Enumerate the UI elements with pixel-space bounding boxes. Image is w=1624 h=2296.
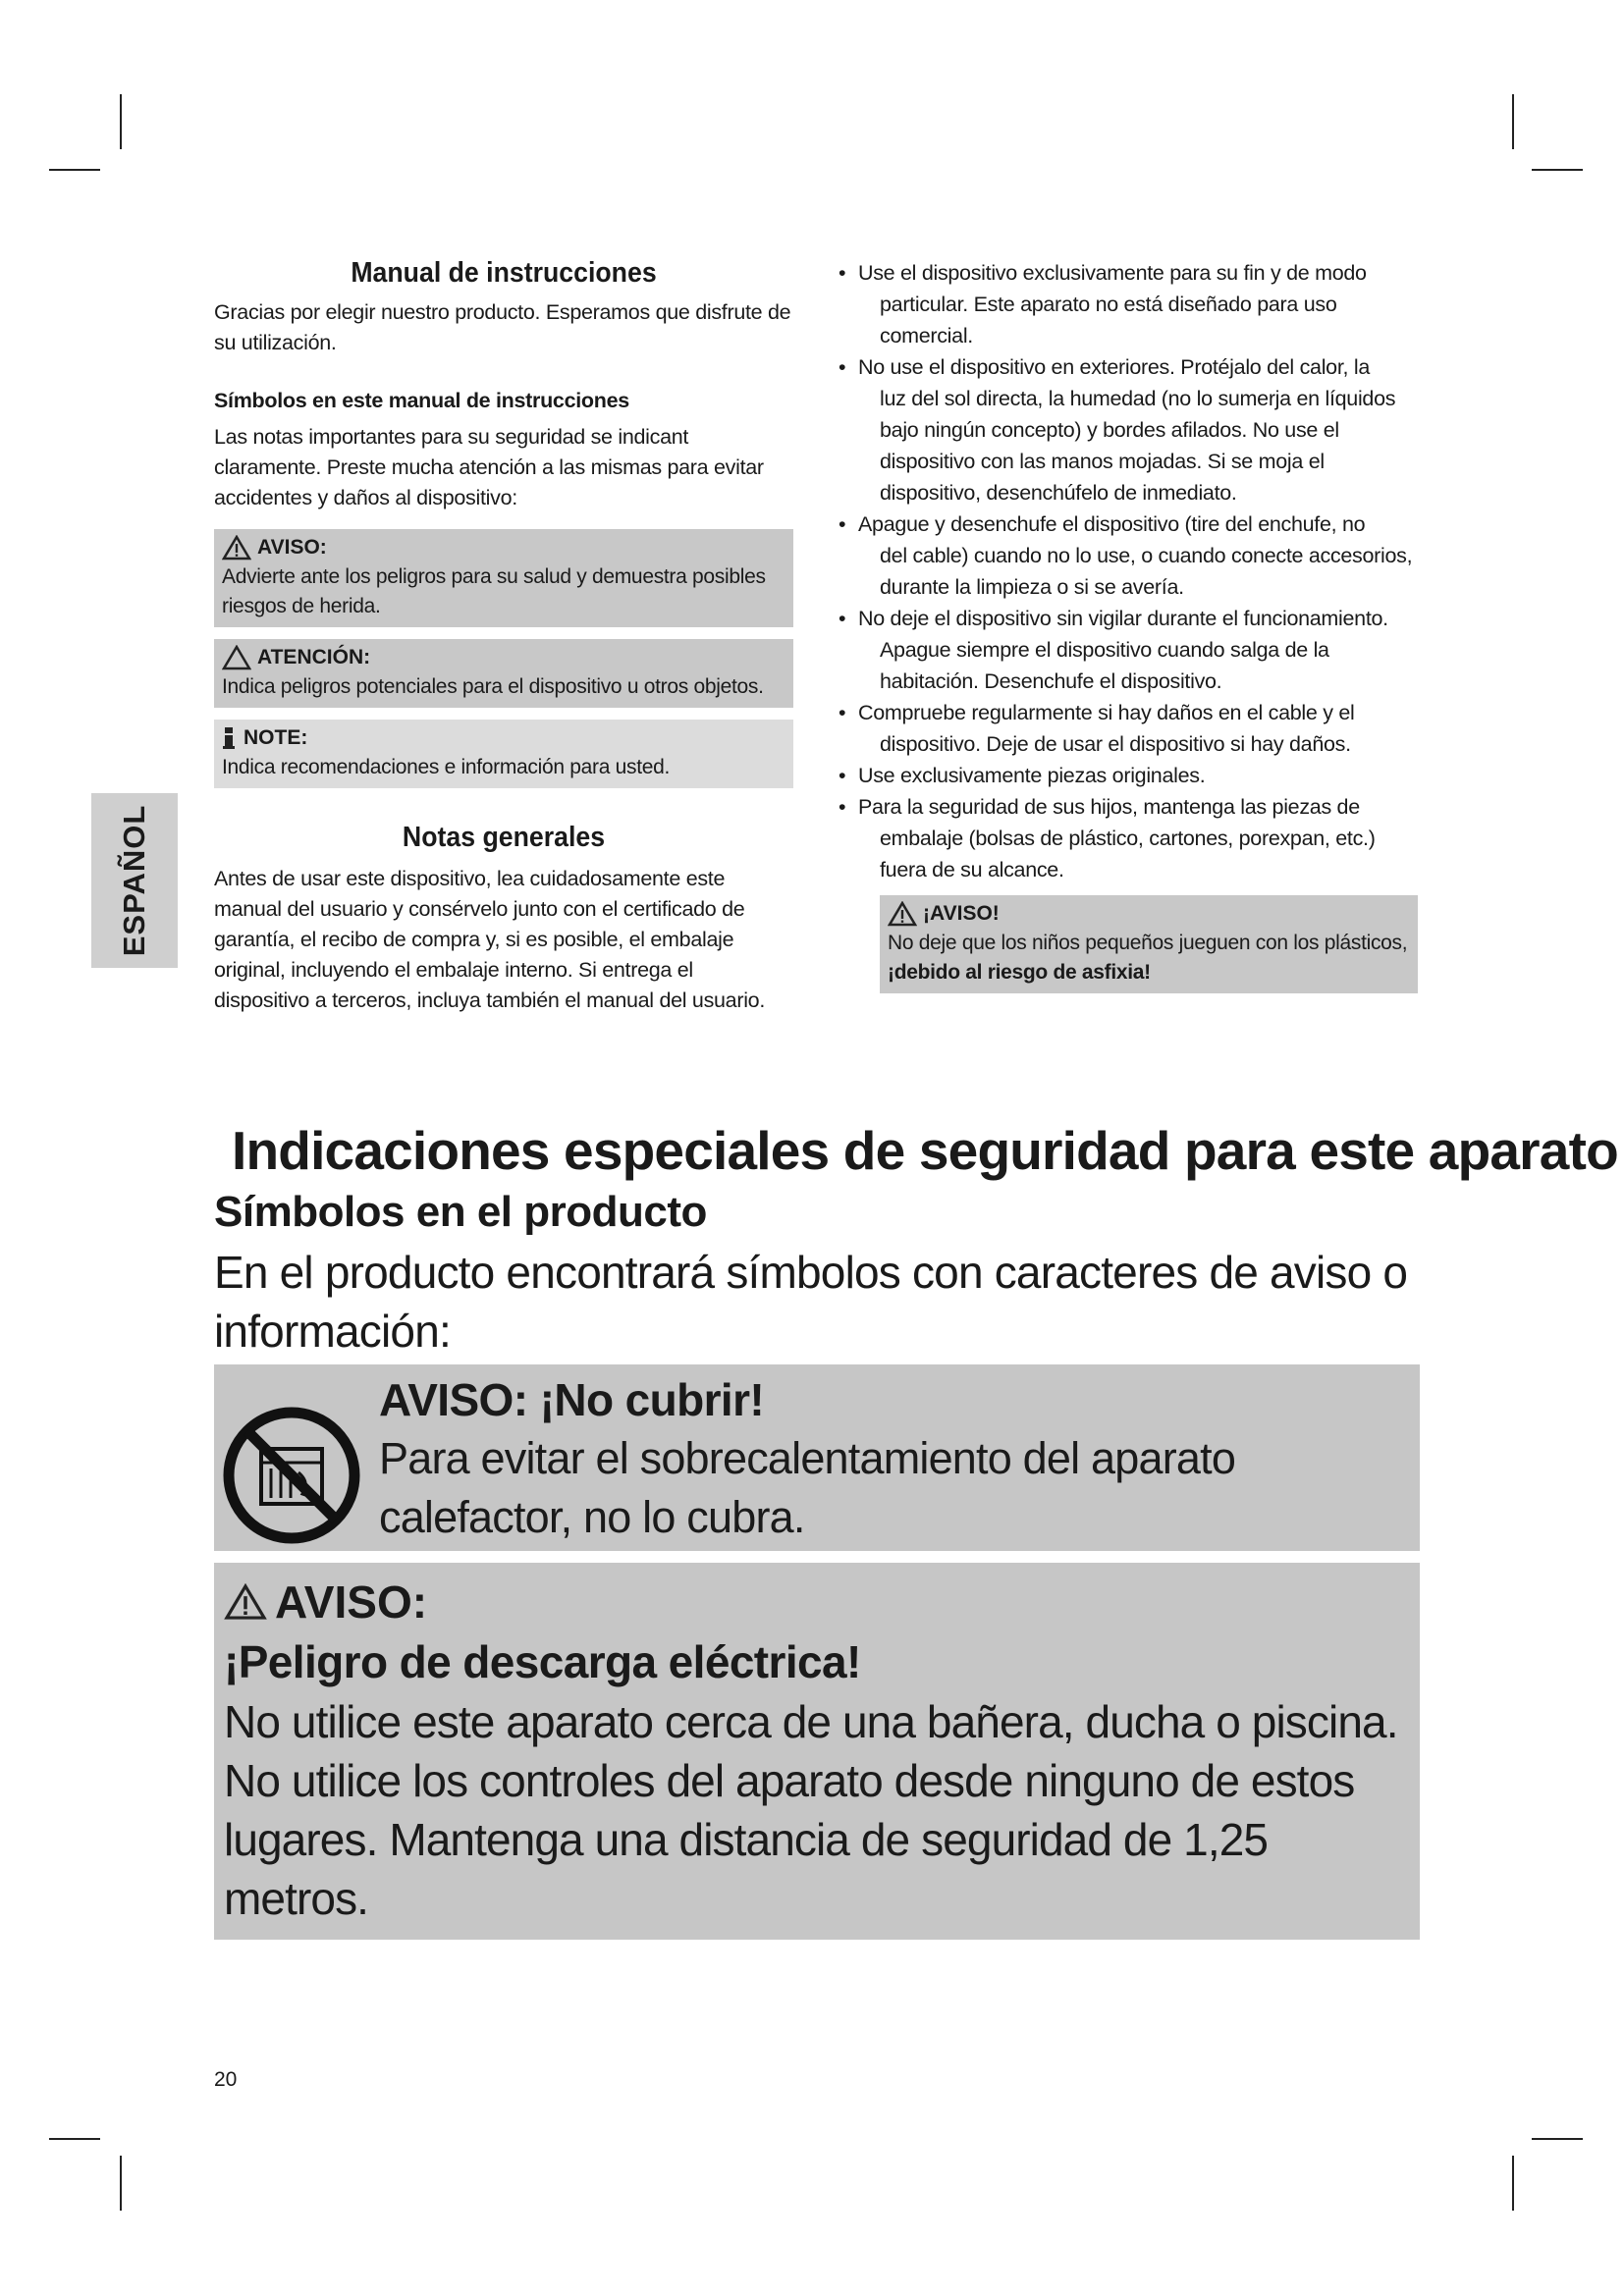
manual-title: Manual de instrucciones [351,257,657,289]
warning-box-title: AVISO: [257,536,327,559]
caution-box-text: Indica peligros potenciales para el dispositivo u otros objetos. [222,675,764,698]
list-item: • No deje el dispositivo sin vigilar durante el funcionamiento. Apague siempre el dispositivo cuando salga de la habitación. Desenchufe el dispositivo. [837,603,1422,697]
note-box-text: Indica recomendaciones e información para usted. [222,756,671,778]
do-not-cover-box [214,1364,1420,1551]
warning-triangle-icon [222,535,251,561]
note-box [214,720,793,788]
warning-triangle-icon [224,1583,267,1621]
language-tab [91,793,178,968]
page-number: 20 [214,2068,238,2091]
caution-box-title: ATENCIÓN: [257,646,371,668]
safety-list [837,257,1422,885]
child-warning-title: ¡AVISO! [923,902,1000,925]
intro-text: Gracias por elegir nuestro producto. Esperamos que disfrute de su utilización. [214,300,791,354]
child-warning-box [880,895,1418,993]
left-column [214,257,793,1016]
crop-mark [120,2156,122,2211]
do-not-cover-title: AVISO: ¡No cubrir! [379,1374,765,1425]
list-item: • No use el dispositivo en exteriores. Protéjalo del calor, la luz del sol directa, la humedad (no lo sumerja en líquidos bajo ningún concepto) y bordes afilados. No use el dispositivo con las manos mojadas. Si se moja el dispositivo, desenchúfelo de inmediato. [837,351,1422,508]
electric-shock-text: No utilice este aparato cerca de una bañera, ducha o piscina. No utilice los controles del aparato desde ninguno de estos lugares. Mantenga una distancia de seguridad de 1,25 metros. [224,1696,1398,1924]
electric-shock-box [214,1563,1420,1940]
right-column [837,257,1422,993]
symbols-heading: Símbolos en este manual de instrucciones [214,389,629,412]
crop-mark [49,2138,100,2140]
child-warning-text: No deje que los niños pequeños jueguen con los plásticos, ¡debido al riesgo de asfixia! [888,932,1408,984]
warning-box [214,529,793,627]
crop-mark [1512,94,1514,149]
caution-box [214,639,793,708]
language-tab-label: ESPAÑOL [117,804,151,957]
special-title: Indicaciones especiales de seguridad para este aparato [232,1120,1618,1181]
list-item: • Apague y desenchufe el dispositivo (tire del enchufe, no del cable) cuando no lo use, o cuando conecte accesorios, durante la limpieza o si se avería. [837,508,1422,603]
list-item: • Use el dispositivo exclusivamente para su fin y de modo particular. Este aparato no está diseñado para uso comercial. [837,257,1422,351]
crop-mark [120,94,122,149]
general-heading: Notas generales [402,822,606,853]
info-icon [222,726,238,750]
special-safety-section [214,1119,1618,1940]
electric-shock-subtitle: ¡Peligro de descarga eléctrica! [224,1636,861,1687]
list-item: • Use exclusivamente piezas originales. [837,760,1422,791]
crop-mark [1532,2138,1583,2140]
do-not-cover-icon [220,1404,363,1547]
electric-shock-title: AVISO: [275,1576,428,1628]
crop-mark [1512,2156,1514,2211]
product-symbols-heading: Símbolos en el producto [214,1188,707,1236]
list-item: • Compruebe regularmente si hay daños en el cable y el dispositivo. Deje de usar el dispositivo si hay daños. [837,697,1422,760]
symbols-text: Las notas importantes para su seguridad se indicant claramente. Preste mucha atención a las mismas para evitar accidentes y daños al dispositivo: [214,425,764,509]
caution-triangle-icon [222,645,251,670]
do-not-cover-text: Para evitar el sobrecalentamiento del aparato calefactor, no lo cubra. [379,1433,1236,1542]
crop-mark [1532,169,1583,171]
warning-box-text: Advierte ante los peligros para su salud y demuestra posibles riesgos de herida. [222,565,766,617]
note-box-title: NOTE: [244,726,308,749]
general-text: Antes de usar este dispositivo, lea cuidadosamente este manual del usuario y consérvelo junto con el certificado de garantía, el recibo de compra y, si es posible, el embalaje original, incluyendo el embalaje interno. Si entrega el dispositivo a terceros, incluya también el manual del usuario. [214,867,766,1012]
crop-mark [49,169,100,171]
product-symbols-intro: En el producto encontrará símbolos con caracteres de aviso o información: [214,1247,1408,1357]
warning-triangle-icon [888,901,917,927]
list-item: • Para la seguridad de sus hijos, mantenga las piezas de embalaje (bolsas de plástico, cartones, porexpan, etc.) fuera de su alcance. [837,791,1422,885]
